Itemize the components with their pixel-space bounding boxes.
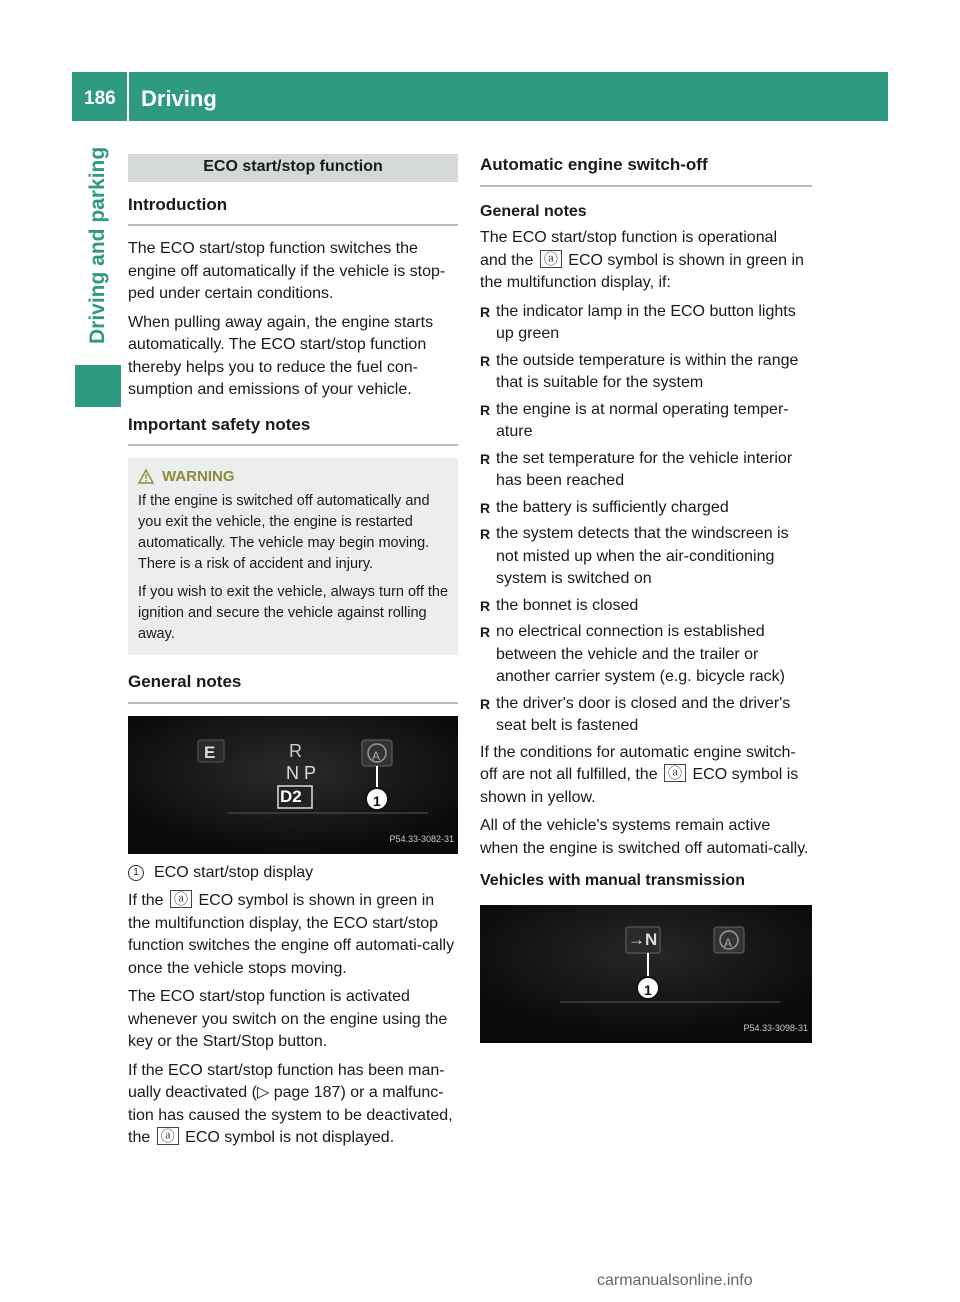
left-column [128, 154, 458, 1156]
text-fragment: If the ECO start/stop function has been man-ually deactivated (▷ page 187) or a malfunc-tion has caused the system to be deactivated, [128, 1061, 453, 1124]
auto-switch-off-heading: Automatic engine switch-off [480, 154, 812, 187]
list-item: R the indicator lamp in the ECO button lights up green [480, 301, 812, 346]
side-tab-label: Driving and parking [86, 146, 109, 344]
list-item: R the set temperature for the vehicle interior has been reached [480, 448, 812, 493]
warning-paragraph-1: If the engine is switched off automatically and you exit the vehicle, the engine is restarted automatically. The vehicle may begin moving. There is a risk of accident and injury. [138, 493, 430, 572]
list-item: R no electrical connection is established between the vehicle and the trailer or another carrier system (e.g. bicycle rack) [480, 621, 812, 689]
safety-notes-heading: Important safety notes [128, 414, 458, 447]
eco-display-icon: A [724, 935, 733, 950]
general-notes-subheading: General notes [480, 202, 587, 220]
chapter-title: Driving [141, 86, 217, 111]
text-fragment: If the [128, 892, 164, 909]
gear-d2-label: D2 [280, 786, 302, 806]
green-symbol-paragraph [128, 890, 458, 980]
text-fragment: ECO symbol is shown in green in the multifunction display, if: [480, 251, 804, 291]
image-code: P54.33-3082-31 [389, 834, 454, 844]
multifunction-display-image [128, 716, 458, 854]
intro-paragraph-1: The ECO start/stop function switches the engine off automatically if the vehicle is stop-ped under certain conditions. [128, 240, 446, 302]
general-notes-heading: General notes [128, 671, 458, 704]
operational-paragraph: The ECO start/stop function is operational [480, 229, 778, 246]
introduction-heading: Introduction [128, 194, 458, 227]
intro-paragraph-2: When pulling away again, the engine starts automatically. The ECO start/stop function thereby helps you to reduce the fuel con-sumption and emissions of your vehicle. [128, 313, 434, 398]
callout-legend [128, 862, 458, 885]
deactivated-paragraph [128, 1060, 458, 1150]
eco-symbol-icon: ⓐ [170, 890, 192, 908]
side-tab-marker [75, 365, 121, 407]
eco-symbol-icon: ⓐ [157, 1127, 179, 1145]
watermark-text: carmanualsonline.info [597, 1272, 753, 1289]
list-item: R the bonnet is closed [480, 595, 812, 618]
list-item: R the system detects that the windscreen is not misted up when the air-conditioning system is switched on [480, 523, 812, 591]
warning-label: WARNING [162, 468, 235, 485]
image-callout-1: 1 [644, 981, 652, 998]
eco-symbol-icon: ⓐ [664, 764, 686, 782]
conditions-list [480, 301, 812, 738]
list-item: R the battery is sufficiently charged [480, 497, 812, 520]
list-item: R the engine is at normal operating temper-ature [480, 399, 812, 444]
activated-paragraph: The ECO start/stop function is activated whenever you switch on the engine using the key or the Start/Stop button. [128, 988, 448, 1050]
manual-transmission-subheading: Vehicles with manual transmission [480, 872, 745, 889]
yellow-symbol-paragraph [480, 742, 812, 810]
text-fragment: and the [480, 251, 534, 269]
text-fragment: ECO symbol is not displayed. [185, 1129, 395, 1146]
gear-r-label: R [289, 740, 302, 761]
image-callout-1: 1 [373, 792, 381, 809]
gear-e-label: E [204, 742, 216, 762]
eco-symbol-icon: ⓐ [540, 250, 562, 268]
systems-active-paragraph: All of the vehicle's systems remain active when the engine is switched off automati-cally. [480, 817, 809, 857]
image-code: P54.33-3098-31 [743, 1023, 808, 1033]
eco-section-heading: ECO start/stop function [128, 154, 458, 182]
header-divider [127, 72, 129, 121]
text-fragment: If the conditions for automatic engine switch-off are not all fulfilled, the [480, 743, 796, 783]
manual-transmission-display-image [480, 905, 812, 1043]
list-item: R the outside temperature is within the range that is suitable for the system [480, 350, 812, 395]
eco-display-icon: A [372, 748, 381, 763]
text-fragment: ECO symbol is shown in yellow. [480, 766, 799, 806]
callout-text: ECO start/stop display [154, 863, 314, 881]
right-column [480, 154, 812, 1043]
text-fragment: ECO symbol is shown in green in the multifunction display, the ECO start/stop function switches the engine off automati-cally once the vehicle stops moving. [128, 892, 455, 977]
page-number: 186 [84, 88, 116, 109]
operational-paragraph-cont [480, 250, 812, 295]
gear-n-label: →N [628, 929, 658, 949]
warning-triangle-icon [138, 469, 154, 484]
warning-paragraph-2: If you wish to exit the vehicle, always turn off the ignition and secure the vehicle against rolling away. [138, 584, 449, 642]
gear-np-label: N P [286, 762, 317, 783]
callout-number: 1 [128, 865, 144, 881]
warning-title [138, 466, 450, 487]
list-item: R the driver's door is closed and the driver's seat belt is fastened [480, 693, 812, 738]
warning-box [128, 458, 458, 655]
text-fragment: the [128, 1129, 151, 1146]
